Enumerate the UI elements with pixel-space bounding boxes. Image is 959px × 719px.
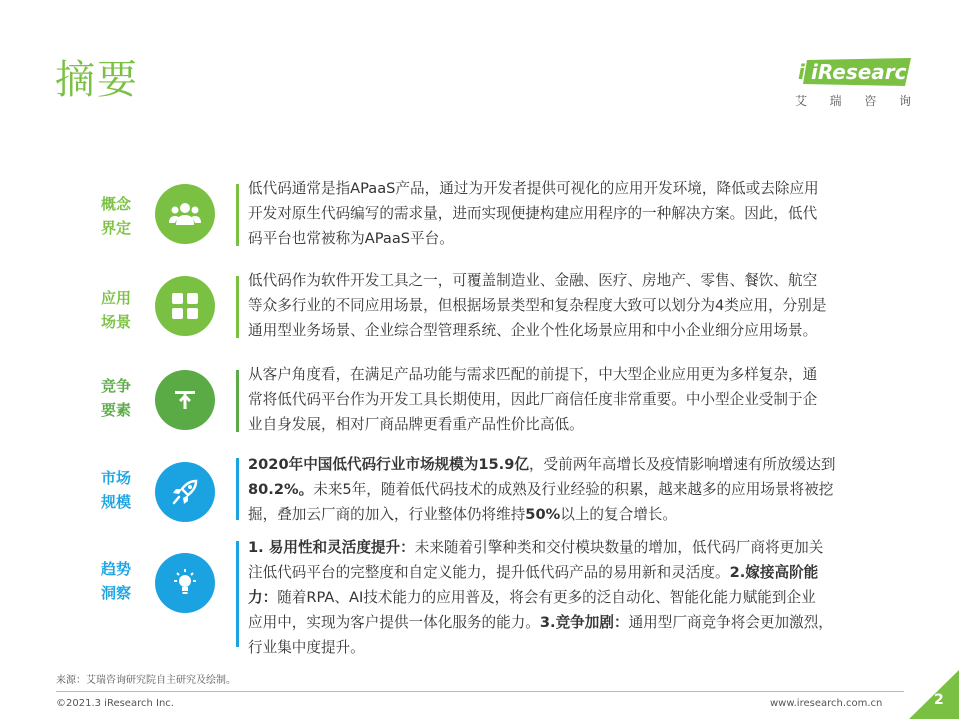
website-url: www.iresearch.com.cn: [770, 698, 883, 709]
row-label: 趋势 洞察: [100, 560, 131, 602]
row-text: 从客户角度看，在满足产品功能与需求匹配的前提下，中大型企业应用更为多样复杂，通 常将低代码平台作为开发工具长期使用，因此厂商信任度非常重要。中小型企业受制于企 业自身发展，相对厂商品牌更看重产品性价比高低。: [248, 366, 818, 433]
row-label: 应用 场景: [100, 289, 131, 331]
arrow-down-icon: [155, 370, 215, 430]
row-text: 低代码作为软件开发工具之一，可覆盖制造业、金融、医疗、房地产、零售、餐饮、航空 等众多行业的不同应用场景，但根据场景类型和复杂程度大致可以划分为4类应用，分别是 通用型业务场景、企业综合型管理系统、企业个性化场景应用和中小企业细分应用场景。: [248, 272, 827, 339]
row-text: 1. 易用性和灵活度提升：未来随着引擎种类和交付模块数量的增加，低代码厂商将更加关 注低代码平台的完整度和自定义能力，提升低代码产品的易用新和灵活度。2.嫁接高阶能 力：随着RPA、AI技术能力的应用普及，将会有更多的泛自动化、智能化能力赋能到企业 应用中，实现为客户提供一体化服务的能力。3.竞争加剧：通用型厂商竞争将会更加激烈， 行业集中度提升。: [248, 539, 833, 656]
divider: [236, 184, 239, 246]
page-title: 摘要: [55, 57, 139, 103]
footer-divider: [56, 691, 904, 692]
rocket-icon: [155, 462, 215, 522]
logo-subtitle: 艾 瑞 咨 询: [795, 94, 911, 108]
iresearch-logo: [793, 48, 921, 110]
people-icon: [155, 184, 215, 244]
divider: [236, 541, 239, 647]
source-note: 来源：艾瑞咨询研究院自主研究及绘制。: [56, 675, 236, 686]
row-label: 概念 界定: [100, 195, 131, 237]
divider: [236, 276, 239, 338]
grid-icon: [155, 276, 215, 336]
copyright: ©2021.3 iResearch Inc.: [56, 698, 174, 709]
divider: [236, 458, 239, 520]
logo-i-icon: i: [798, 60, 805, 84]
logo-brand: iResearch: [811, 60, 921, 84]
row-label: 竞争 要素: [100, 377, 131, 419]
lightbulb-icon: [155, 553, 215, 613]
page-number: 2: [934, 692, 944, 708]
row-text: 低代码通常是指APaaS产品，通过为开发者提供可视化的应用开发环境，降低或去除应用 开发对原生代码编写的需求量，进而实现便捷构建应用程序的一种解决方案。因此，低代 码平台也常被称为APaaS平台。: [248, 180, 819, 247]
row-text: 2020年中国低代码行业市场规模为15.9亿，受前两年高增长及疫情影响增速有所放缓达到 80.2%。未来5年，随着低代码技术的成熟及行业经验的积累，越来越多的应用场景将被挖 掘，叠加云厂商的加入，行业整体仍将维持50%以上的复合增长。: [248, 456, 836, 523]
row-label: 市场 规模: [100, 469, 131, 511]
divider: [236, 370, 239, 432]
